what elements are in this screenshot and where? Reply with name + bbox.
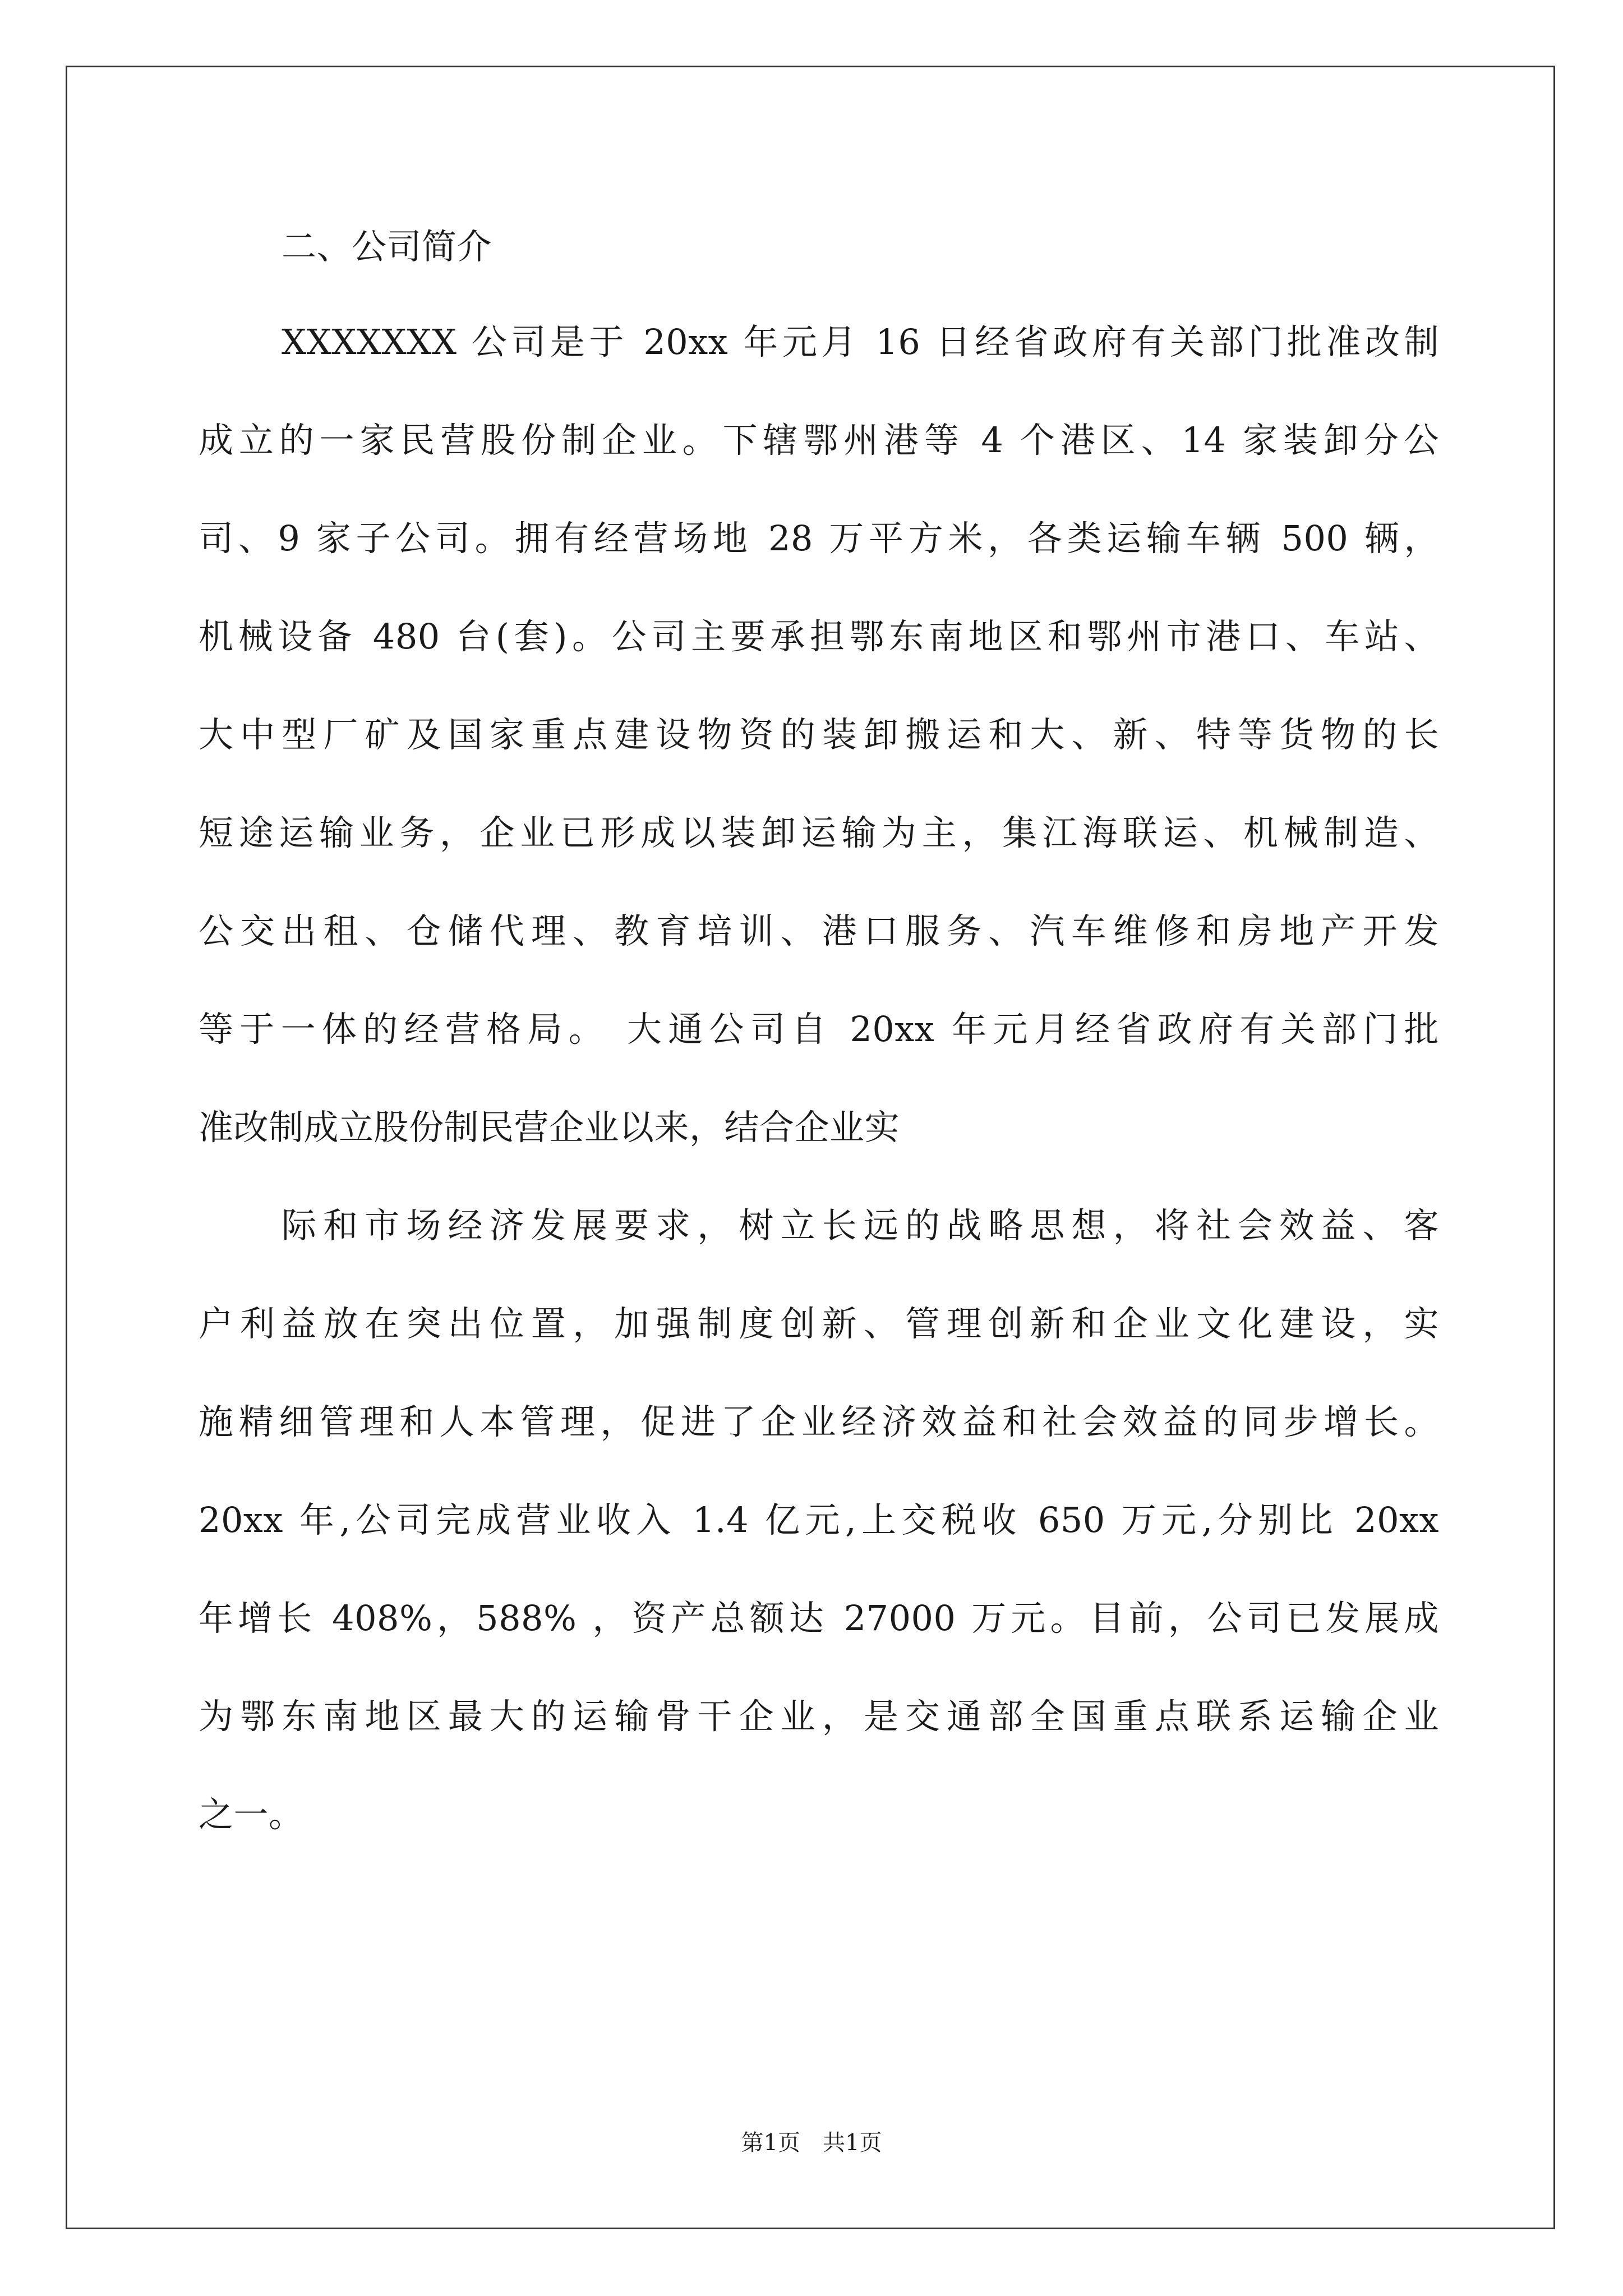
paragraph-line: 短途运输业务，企业已形成以装卸运输为主，集江海联运、机械制造、 <box>199 812 1439 853</box>
paragraph-line: 施精细管理和人本管理，促进了企业经济效益和社会效益的同步增长。 <box>199 1401 1439 1442</box>
paragraph-line: XXXXXXX 公司是于 20xx 年元月 16 日经省政府有关部门批准改制 <box>282 321 1439 362</box>
paragraph-line: 之一。 <box>199 1794 304 1835</box>
paragraph-line: 20xx 年,公司完成营业收入 1.4 亿元,上交税收 650 万元,分别比 20xx <box>199 1499 1439 1540</box>
paragraph-line: 际和市场经济发展要求，树立长远的战略思想，将社会效益、客 <box>282 1205 1439 1246</box>
paragraph-line: 等于一体的经营格局。 大通公司自 20xx 年元月经省政府有关部门批 <box>199 1009 1439 1050</box>
paragraph-line: 成立的一家民营股份制企业。下辖鄂州港等 4 个港区、14 家装卸分公 <box>199 420 1439 461</box>
paragraph-line: 公交出租、仓储代理、教育培训、港口服务、汽车维修和房地产开发 <box>199 910 1439 951</box>
paragraph-line: 大中型厂矿及国家重点建设物资的装卸搬运和大、新、特等货物的长 <box>199 714 1439 755</box>
paragraph-line: 司、9 家子公司。拥有经营场地 28 万平方米，各类运输车辆 500 辆， <box>199 518 1439 559</box>
paragraph-line: 为鄂东南地区最大的运输骨干企业，是交通部全国重点联系运输企业 <box>199 1696 1439 1737</box>
page-footer: 第1页 共1页 <box>741 2130 882 2156</box>
paragraph-line: 机械设备 480 台(套)。公司主要承担鄂东南地区和鄂州市港口、车站、 <box>199 616 1439 657</box>
paragraph-line: 年增长 408%，588% ，资产总额达 27000 万元。目前，公司已发展成 <box>199 1598 1439 1639</box>
paragraph-line: 准改制成立股份制民营企业以来，结合企业实 <box>199 1107 900 1148</box>
paragraph-line: 户利益放在突出位置，加强制度创新、管理创新和企业文化建设，实 <box>199 1303 1439 1344</box>
section-heading: 二、公司简介 <box>282 226 492 267</box>
